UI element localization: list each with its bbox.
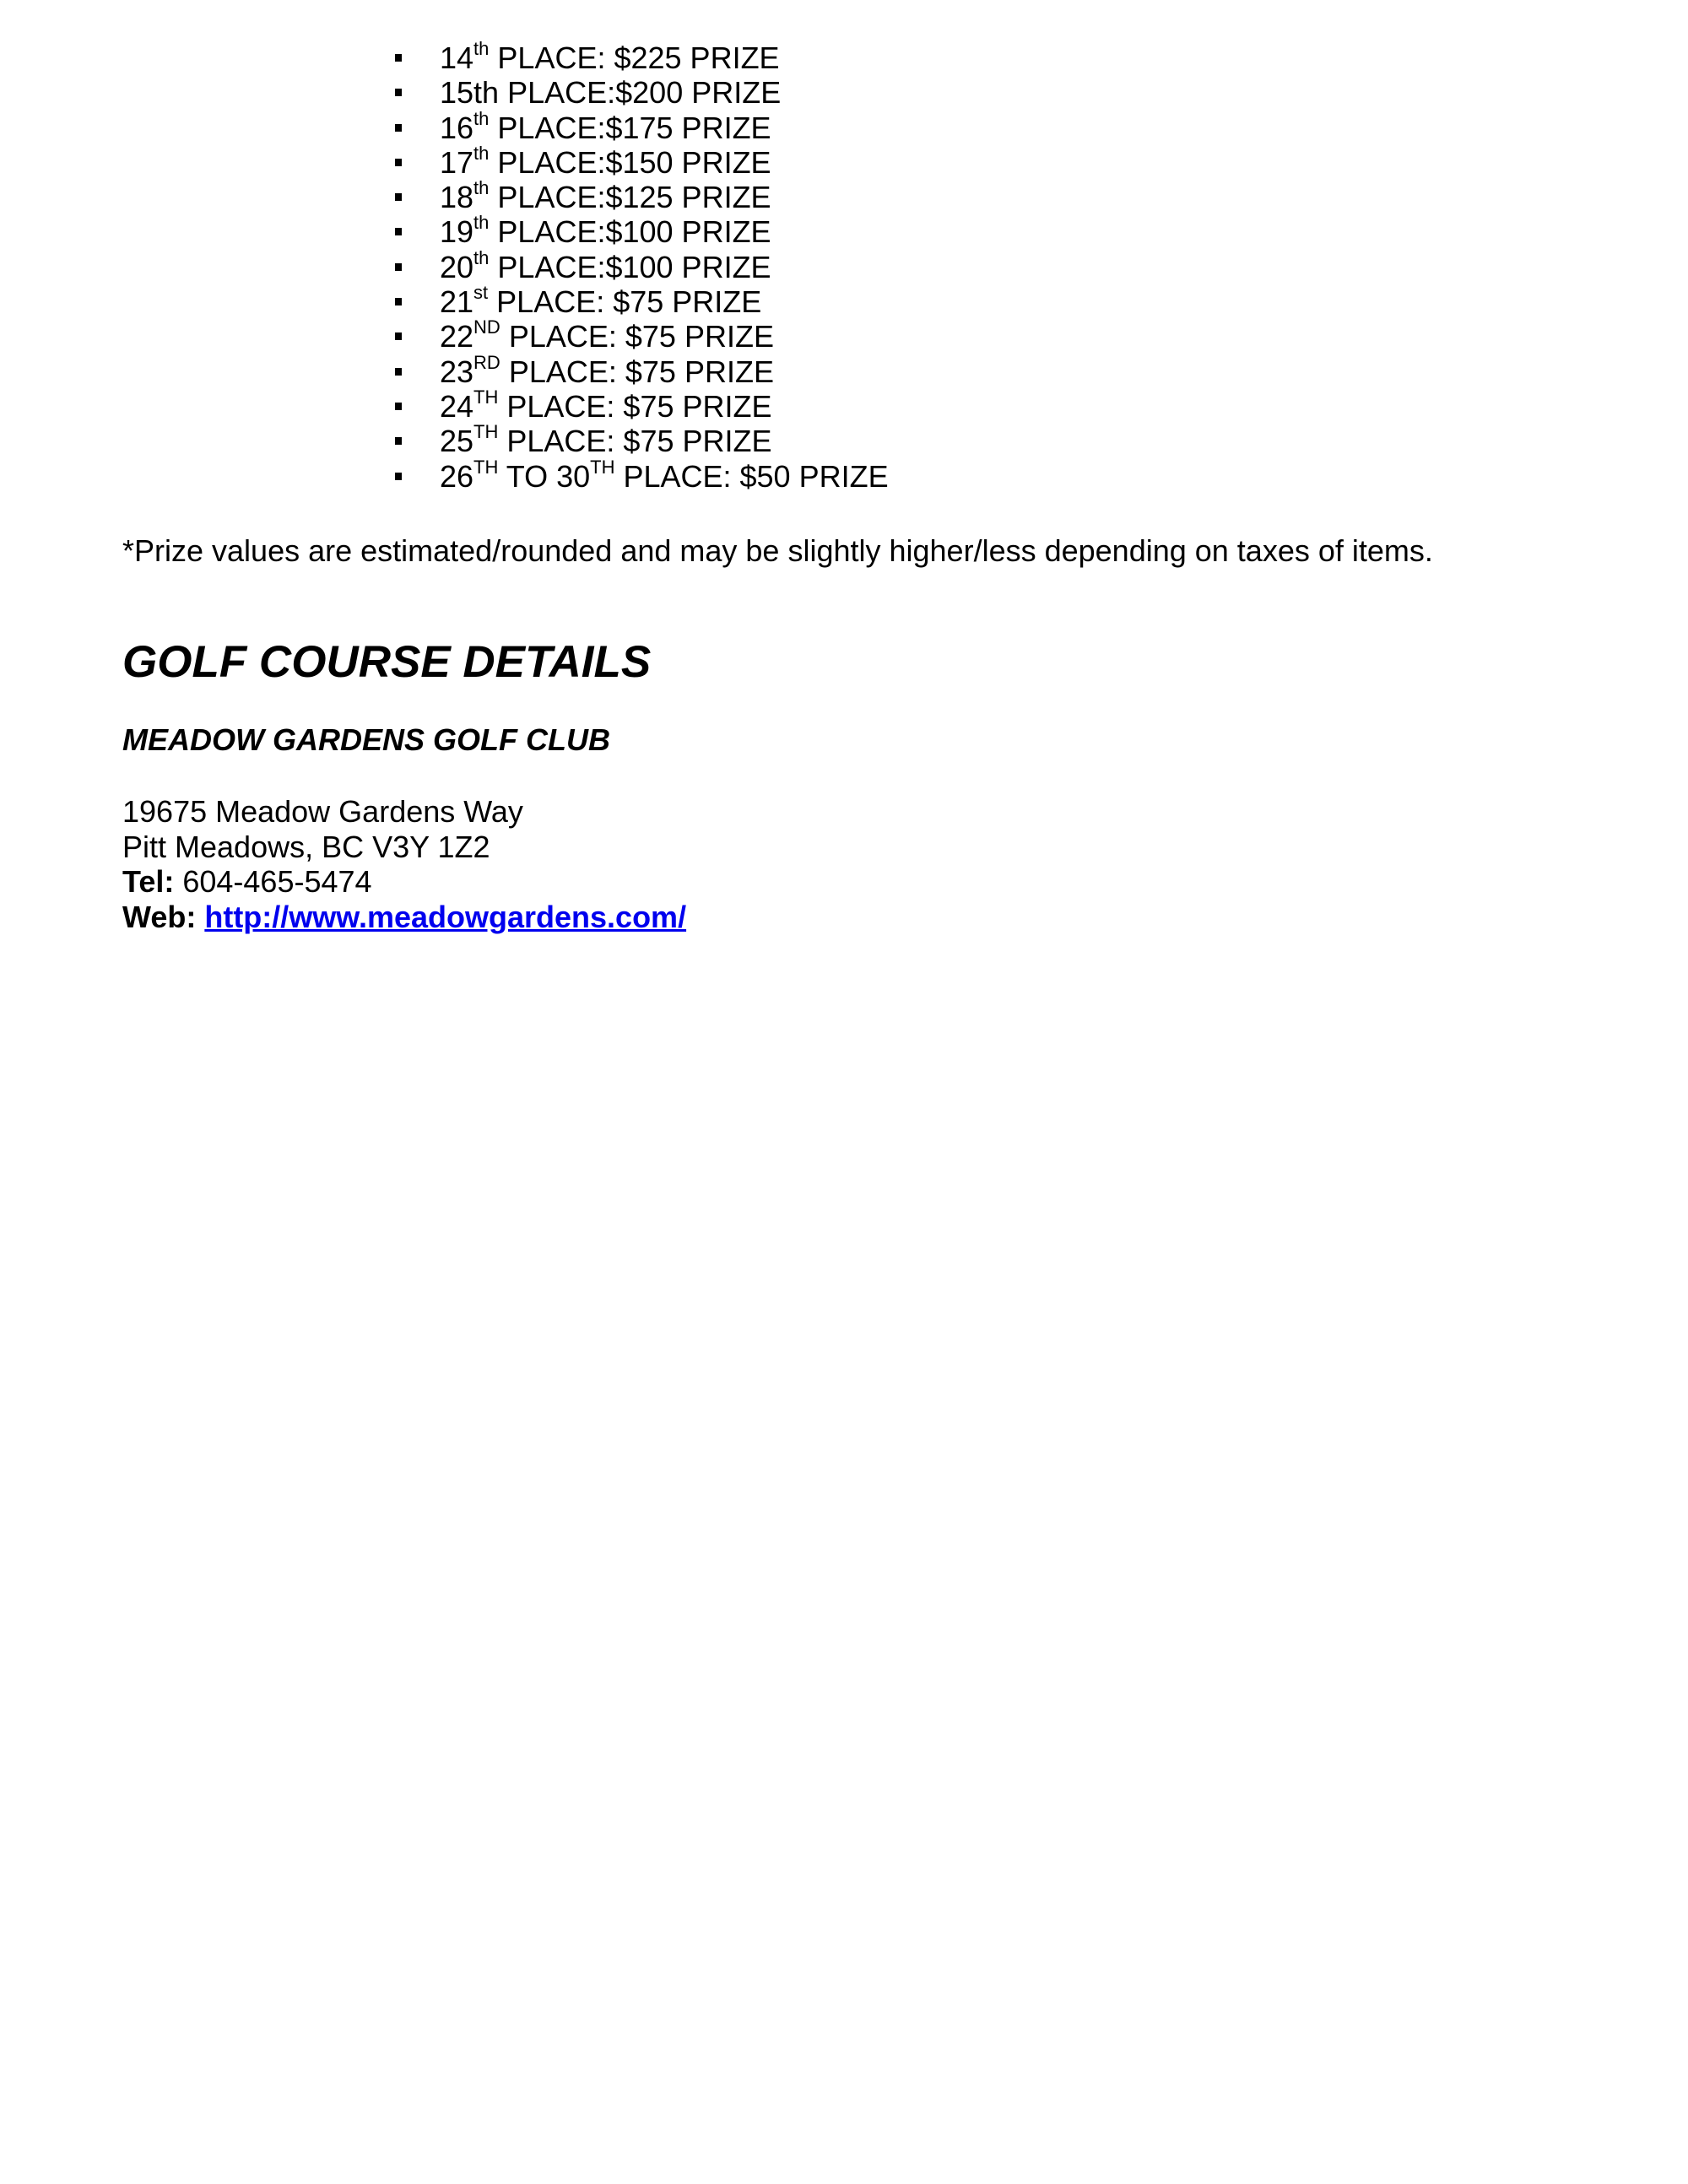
prize-text: 25TH PLACE: $75 PRIZE (440, 421, 772, 459)
bullet-icon (395, 124, 402, 132)
prize-text: 14th PLACE: $225 PRIZE (440, 38, 780, 75)
address-line-2: Pitt Meadows, BC V3Y 1Z2 (122, 829, 490, 864)
web-label: Web: (122, 899, 197, 934)
bullet-icon (395, 228, 402, 235)
prize-text: 20th PLACE:$100 PRIZE (440, 246, 771, 284)
prize-text: 22ND PLACE: $75 PRIZE (440, 316, 774, 354)
web-line (122, 900, 686, 935)
bullet-icon (395, 298, 402, 305)
bullet-icon (395, 368, 402, 376)
bullet-icon (395, 89, 402, 96)
prize-text: 21st PLACE: $75 PRIZE (440, 282, 762, 320)
prize-text: 17th PLACE:$150 PRIZE (440, 142, 771, 180)
tel-label: Tel: (122, 864, 175, 899)
bullet-icon (395, 473, 402, 480)
bullet-icon (395, 403, 402, 410)
website-link[interactable]: http://www.meadowgardens.com/ (204, 899, 687, 934)
prize-text: 18th PLACE:$125 PRIZE (440, 177, 771, 215)
prize-text: 19th PLACE:$100 PRIZE (440, 212, 771, 250)
section-heading: GOLF COURSE DETAILS (122, 637, 652, 687)
bullet-icon (395, 263, 402, 271)
prize-text: 24TH PLACE: $75 PRIZE (440, 386, 772, 424)
tel-value: 604-465-5474 (174, 864, 372, 899)
bullet-icon (395, 332, 402, 340)
club-contact-block (122, 794, 686, 934)
bullet-icon (395, 193, 402, 201)
prize-text: 26TH TO 30TH PLACE: $50 PRIZE (440, 456, 889, 494)
prize-text: 15th PLACE:$200 PRIZE (440, 75, 782, 111)
prize-values-note: *Prize values are estimated/rounded and may be slightly higher/less depending on taxes of items. (122, 533, 1433, 568)
prize-text: 23RD PLACE: $75 PRIZE (440, 351, 774, 389)
bullet-icon (395, 159, 402, 166)
bullet-icon (395, 54, 402, 62)
prize-text: 16th PLACE:$175 PRIZE (440, 107, 771, 145)
bullet-icon (395, 437, 402, 445)
telephone-line (122, 864, 686, 900)
club-name: MEADOW GARDENS GOLF CLUB (122, 722, 610, 757)
address-line-1: 19675 Meadow Gardens Way (122, 794, 523, 829)
